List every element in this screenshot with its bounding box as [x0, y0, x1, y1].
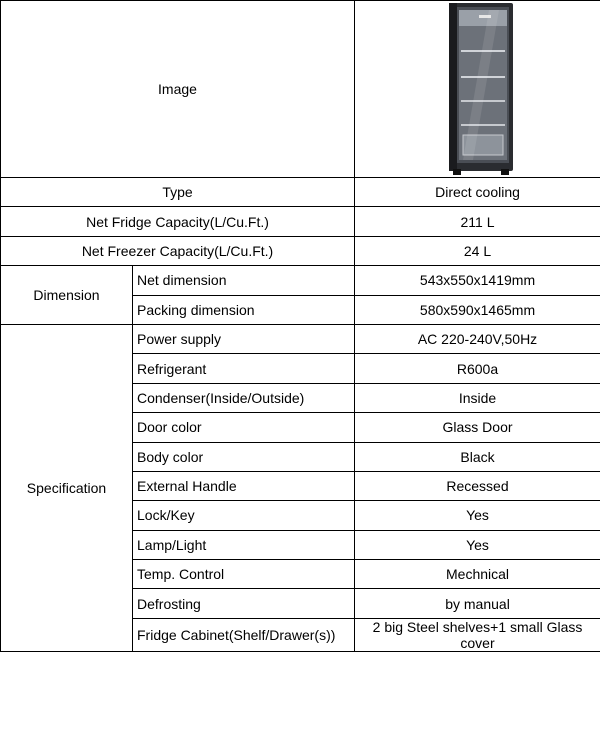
row-value: 211 L: [355, 207, 600, 236]
row-value: Glass Door: [355, 413, 600, 442]
row-label: External Handle: [133, 471, 355, 500]
row-label: Fridge Cabinet(Shelf/Drawer(s)): [133, 618, 355, 651]
row-label: Packing dimension: [133, 295, 355, 324]
row-label: Net Freezer Capacity(L/Cu.Ft.): [1, 236, 355, 265]
row-label: Net dimension: [133, 266, 355, 295]
row-label: Lock/Key: [133, 501, 355, 530]
row-value: 543x550x1419mm: [355, 266, 600, 295]
image-label: Image: [1, 1, 355, 178]
row-label: Door color: [133, 413, 355, 442]
row-label: Temp. Control: [133, 560, 355, 589]
row-label: Refrigerant: [133, 354, 355, 383]
fridge-capacity-row: [1, 207, 600, 236]
row-label: Power supply: [133, 324, 355, 353]
row-value: Yes: [355, 501, 600, 530]
row-label: Lamp/Light: [133, 530, 355, 559]
row-value: by manual: [355, 589, 600, 618]
row-value: Inside: [355, 383, 600, 412]
row-label: Body color: [133, 442, 355, 471]
row-label: Defrosting: [133, 589, 355, 618]
group-label-specification: Specification: [1, 324, 133, 651]
row-label: Net Fridge Capacity(L/Cu.Ft.): [1, 207, 355, 236]
fridge-image: [423, 1, 533, 177]
row-value: 24 L: [355, 236, 600, 265]
row-value: AC 220-240V,50Hz: [355, 324, 600, 353]
row-value: Mechnical: [355, 560, 600, 589]
row-value: 580x590x1465mm: [355, 295, 600, 324]
freezer-capacity-row: [1, 236, 600, 265]
row-value: R600a: [355, 354, 600, 383]
row-label: Condenser(Inside/Outside): [133, 383, 355, 412]
dimension-row: [1, 266, 600, 295]
row-label: Type: [1, 178, 355, 207]
type-row: [1, 178, 600, 207]
image-row: [1, 1, 600, 178]
product-image-cell: [355, 1, 600, 178]
group-label-dimension: Dimension: [1, 266, 133, 325]
row-value: Yes: [355, 530, 600, 559]
spec-row: [1, 324, 600, 353]
row-value: Direct cooling: [355, 178, 600, 207]
row-value: Black: [355, 442, 600, 471]
row-value: 2 big Steel shelves+1 small Glass cover: [355, 618, 600, 651]
row-value: Recessed: [355, 471, 600, 500]
